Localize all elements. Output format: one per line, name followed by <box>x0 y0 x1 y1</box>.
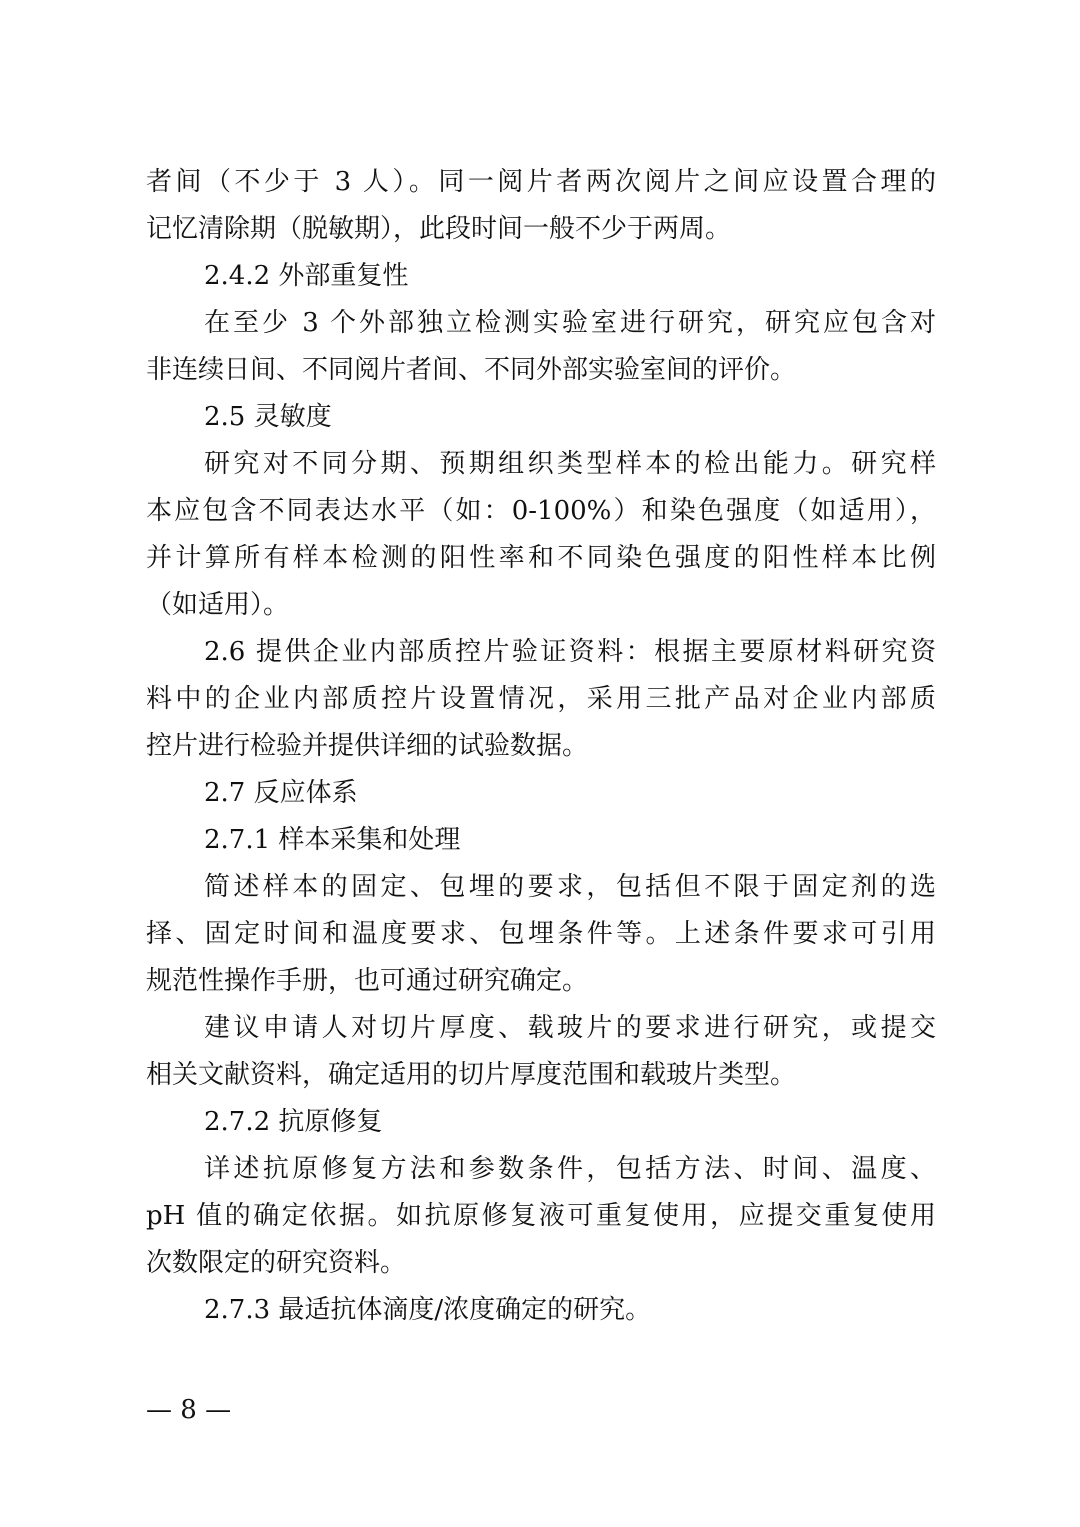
section-heading-2-4-2: 2.4.2 外部重复性 <box>204 261 409 291</box>
body-text-line: 料中的企业内部质控片设置情况，采用三批产品对企业内部质 <box>146 684 936 714</box>
body-text-line: 择、固定时间和温度要求、包埋条件等。上述条件要求可引用 <box>146 919 936 949</box>
body-text-line: 建议申请人对切片厚度、载玻片的要求进行研究，或提交 <box>204 1013 936 1043</box>
body-text-line: 相关文献资料，确定适用的切片厚度范围和载玻片类型。 <box>146 1060 797 1090</box>
body-text-line: 研究对不同分期、预期组织类型样本的检出能力。研究样 <box>204 449 936 479</box>
body-text-line: 简述样本的固定、包埋的要求，包括但不限于固定剂的选 <box>204 872 936 902</box>
body-text-line: 者间（不少于 3 人）。同一阅片者两次阅片之间应设置合理的 <box>146 167 936 197</box>
body-text-line: 并计算所有样本检测的阳性率和不同染色强度的阳性样本比例 <box>146 543 936 573</box>
body-text-line: 在至少 3 个外部独立检测实验室进行研究，研究应包含对 <box>204 308 936 338</box>
section-heading-2-5: 2.5 灵敏度 <box>204 402 332 432</box>
body-text-line: 本应包含不同表达水平（如：0-100%）和染色强度（如适用）， <box>146 496 936 526</box>
body-text-line: 非连续日间、不同阅片者间、不同外部实验室间的评价。 <box>146 355 797 385</box>
section-heading-2-7-2: 2.7.2 抗原修复 <box>204 1107 383 1137</box>
body-text-line: 记忆清除期（脱敏期），此段时间一般不少于两周。 <box>146 214 732 244</box>
body-text-line: （如适用）。 <box>146 590 290 620</box>
page-number: — 8 — <box>146 1395 232 1425</box>
body-text-line: 控片进行检验并提供详细的试验数据。 <box>146 731 589 761</box>
body-text-line: 次数限定的研究资料。 <box>146 1248 407 1278</box>
section-heading-2-7: 2.7 反应体系 <box>204 778 358 808</box>
section-heading-2-7-1: 2.7.1 样本采集和处理 <box>204 825 461 855</box>
section-heading-2-6: 2.6 提供企业内部质控片验证资料：根据主要原材料研究资 <box>204 637 936 667</box>
body-text-line: pH 值的确定依据。如抗原修复液可重复使用，应提交重复使用 <box>146 1201 936 1231</box>
body-text-line: 详述抗原修复方法和参数条件，包括方法、时间、温度、 <box>204 1154 936 1184</box>
section-heading-2-7-3: 2.7.3 最适抗体滴度/浓度确定的研究。 <box>204 1295 652 1325</box>
body-text-line: 规范性操作手册，也可通过研究确定。 <box>146 966 589 996</box>
